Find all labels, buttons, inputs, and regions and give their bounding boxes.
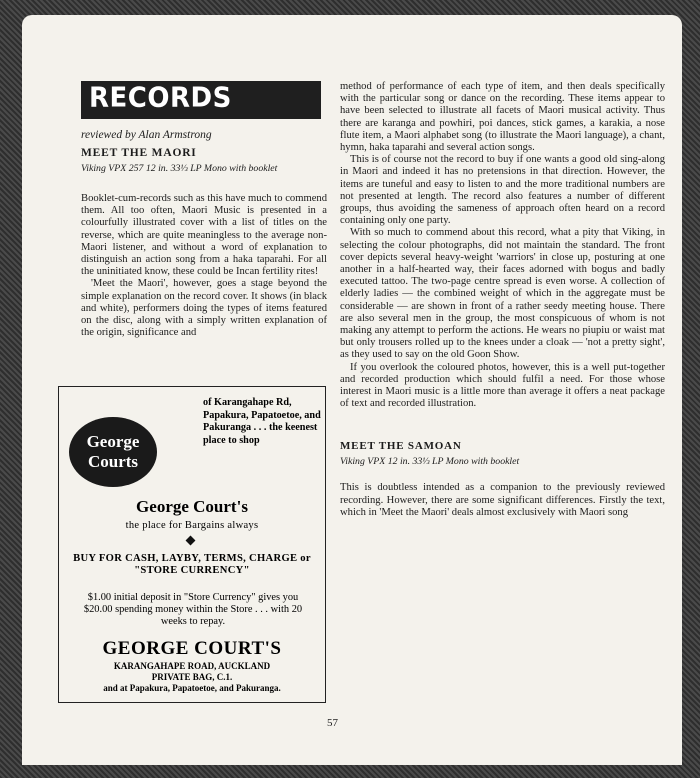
review1-paragraph: method of performance of each type of item, and then deals specifically with the particular song or dance on the recording. These items appear to have been selected to illustrate all facets of Maori musical activity. Thus there are karanga and powhiri, poi dances, stick games, a karakia, a nose flute item, a Maori alphabet song (to illustrate the Maori language), a chant, hymn, haka taparahi and several action songs. <box>340 81 665 154</box>
george-courts-advertisement <box>58 386 326 703</box>
review2-spec: Viking VPX 12 in. 33⅓ LP Mono with booklet <box>340 456 520 468</box>
diamond-ornament-icon <box>186 536 196 546</box>
review1-title: MEET THE MAORI <box>81 147 197 159</box>
review2-title: MEET THE SAMOAN <box>340 440 462 453</box>
ad-address-line: PRIVATE BAG, C.1. <box>151 672 233 682</box>
review2-paragraph: This is doubtless intended as a companion to the previously reviewed recording. However, there are some significant differences. Firstly the text, which in 'Meet the Maori' deals almost exclusively with Maori song <box>340 482 665 518</box>
ad-big-name: GEORGE COURT'S <box>102 638 282 659</box>
page-number: 57 <box>327 717 338 729</box>
byline: reviewed by Alan Armstrong <box>81 129 212 141</box>
review1-paragraph: If you overlook the coloured photos, however, this is a well put-together and recorded production which should fulfil a need. For those whose interest in Maori music is a little more than average it offers a neat package of text and recorded illustration. <box>340 361 665 410</box>
logo-line: George <box>86 432 140 451</box>
ad-address-line: and at Papakura, Papatoetoe, and Pakuranga. <box>103 683 281 693</box>
ad-address <box>59 661 325 694</box>
ad-deposit-offer: $1.00 initial deposit in "Store Currency" gives you $20.00 spending money within the Store . . . with 20 weeks to repay. <box>83 592 303 628</box>
ad-tagline: the place for Bargains always <box>125 520 259 531</box>
section-banner <box>81 81 321 119</box>
right-column <box>340 81 665 519</box>
left-column <box>81 81 327 339</box>
ad-payment-options: BUY FOR CASH, LAYBY, TERMS, CHARGE or "STORE CURRENCY" <box>73 553 311 577</box>
review1-paragraph: Booklet-cum-records such as this have much to commend them. All too often, Maori Music is presented in a colourfully illustrated cover with a list of titles on the reverse, which are quite meaningless to the average non-Maori listener, and without a word of explanation to distinguish an action song from a haka taparahi. For all the uninitiated know, these could be Incan fertility rites! <box>81 193 327 278</box>
ad-address-line: KARANGAHAPE ROAD, AUCKLAND <box>113 661 271 671</box>
ad-store-name: George Court's <box>136 497 248 516</box>
logo-line: Courts <box>87 452 139 471</box>
magazine-page <box>22 15 682 765</box>
section-title: RECORDS <box>89 82 232 114</box>
george-courts-logo <box>69 417 157 487</box>
review1-paragraph: 'Meet the Maori', however, goes a stage beyond the simple explanation on the record cover. It shows (in black and white), performers doing the types of items featured on the disc, along with a simply written explanation of the origin, significance and <box>81 278 327 339</box>
review1-paragraph: With so much to commend about this record, what a pity that Viking, in selecting the colour photographs, did not maintain the standard. The front cover depicts several heavy-weight 'warriors' in close up, posturing at one another in a half-hearted way, their faces adorned with bogus and badly executed tattoo. The two-page centre spread is even worse. A collection of elderly ladies — the combined weight of which in the aggregate must be considerable — are shown in front of a rather seedy meeting house. There are also several men in the group, the most conspicuous of whom is not making any attempt to perform the actions. He wears no piupiu or waist mat but only trousers rolled up to the knees under a cloak — 'not a pretty sight', as they used to say on the old Goon Show. <box>340 227 665 361</box>
ad-locations: of Karangahape Rd, Papakura, Papatoetoe, and Pakuranga . . . the keenest place to shop <box>203 397 321 446</box>
review1-spec: Viking VPX 257 12 in. 33⅓ LP Mono with booklet <box>81 163 278 174</box>
review1-paragraph: This is of course not the record to buy if one wants a good old sing-along in Maori and indeed it has no pretensions in that direction. However, the items are tuneful and easy to listen to and the more traditional numbers are not presented at length. The record also features a number of different groups, thus avoiding the sameness of approach often heard on a record containing only one party. <box>340 154 665 227</box>
